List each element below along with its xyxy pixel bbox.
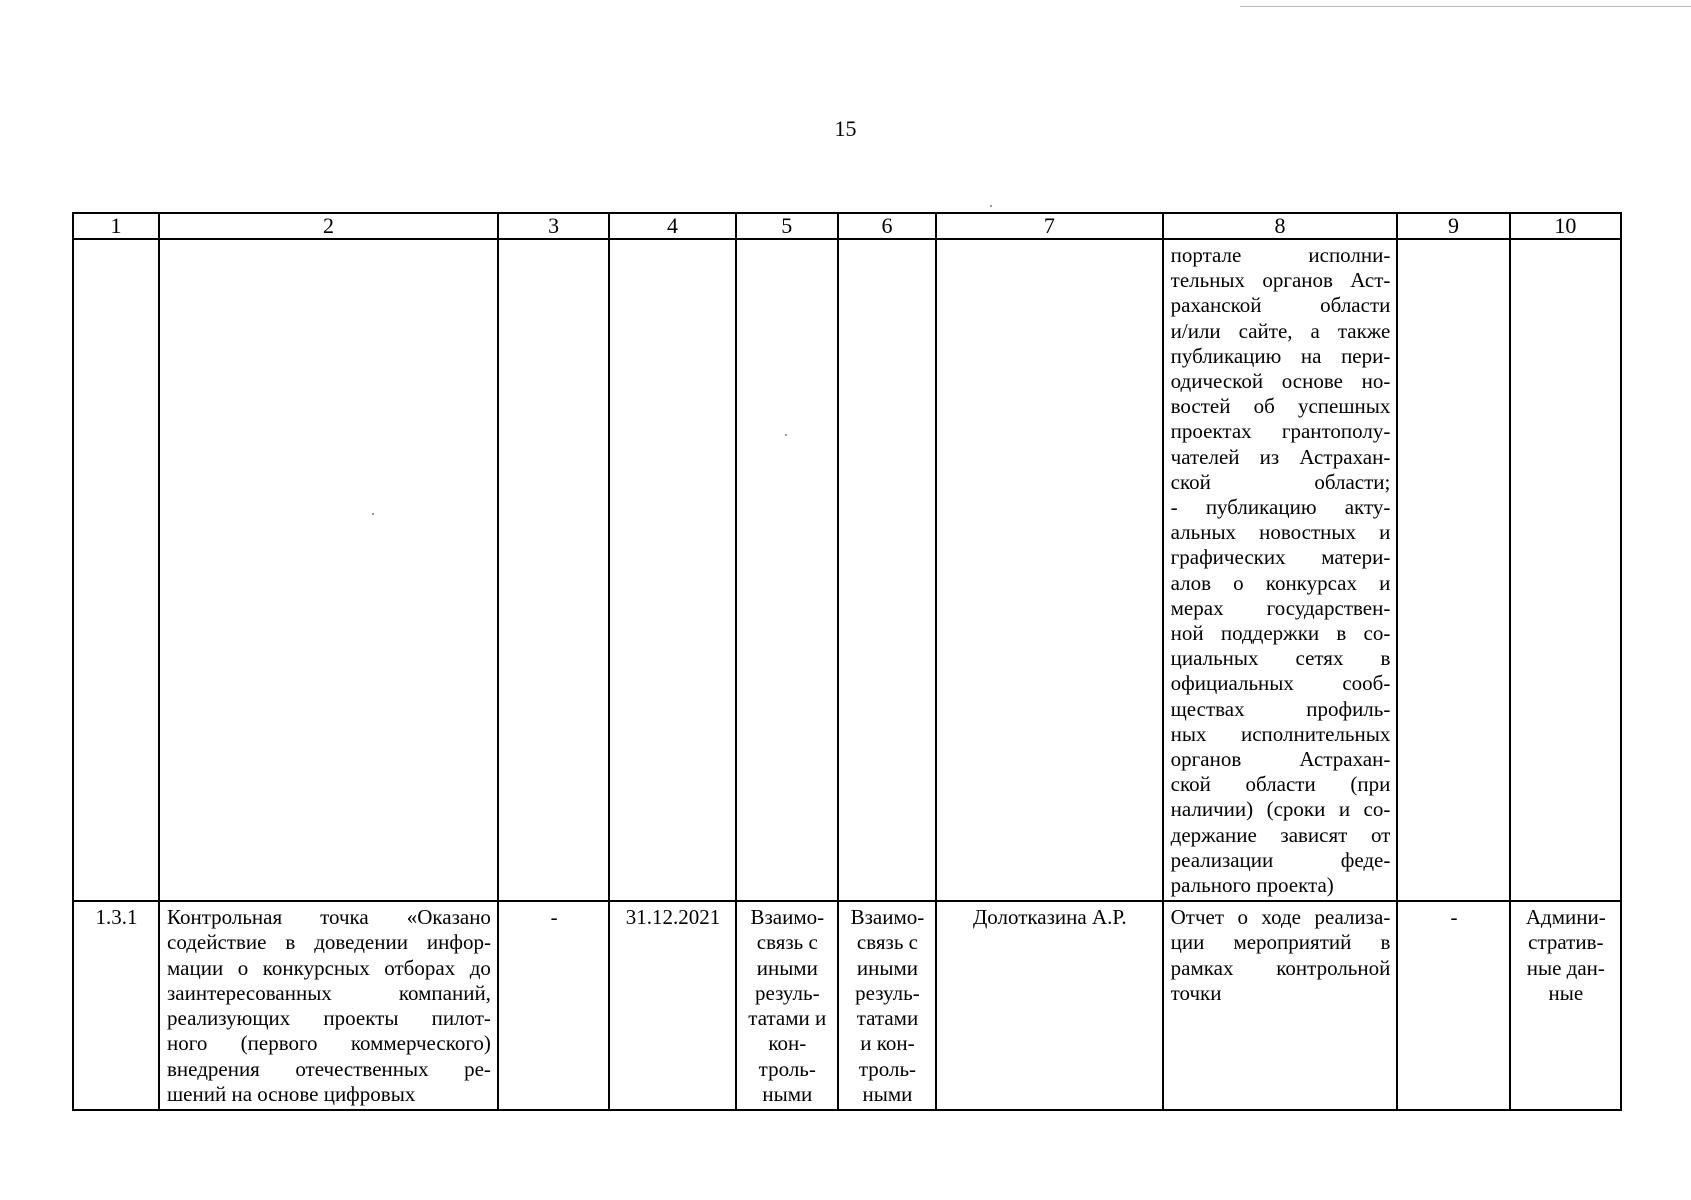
text-line: ными xyxy=(762,1081,813,1106)
table-cell xyxy=(159,239,498,901)
header-row xyxy=(73,213,1621,239)
col9-cell xyxy=(1397,901,1509,1110)
table-row-continuation xyxy=(73,239,1621,901)
scan-artifact-dot xyxy=(990,205,992,207)
text-line: ской области; xyxy=(1170,469,1391,494)
text-line: официальных сооб- xyxy=(1170,671,1391,696)
source-cell xyxy=(1510,901,1621,1110)
text-line: иными xyxy=(856,955,918,980)
col6-cell xyxy=(838,901,936,1110)
text-line: реализации феде- xyxy=(1170,847,1391,872)
table-cell xyxy=(1397,239,1509,901)
text-line: востей об успешных xyxy=(1170,394,1391,419)
text-line: резуль- xyxy=(755,980,820,1005)
text-line: ной поддержки в со- xyxy=(1170,621,1391,646)
text-line: Взаимо- xyxy=(750,905,825,930)
text-line: органов Астрахан- xyxy=(1170,747,1391,772)
table-row-1-3-1 xyxy=(73,901,1621,1110)
text-line: ской области (при xyxy=(1170,772,1391,797)
text-line: чателей из Астрахан- xyxy=(1170,444,1391,469)
table-cell xyxy=(498,239,609,901)
text-line: рамках контрольной xyxy=(1170,955,1391,980)
control-point-description xyxy=(160,902,497,1109)
report-text xyxy=(1164,902,1397,1008)
text-line: кон- xyxy=(768,1031,807,1056)
text-line: - публикацию акту- xyxy=(1170,495,1391,520)
text-line: и/или сайте, а также xyxy=(1170,318,1391,343)
table-cell xyxy=(838,239,936,901)
table-cell xyxy=(1510,239,1621,901)
text-line: татами и xyxy=(748,1006,827,1031)
text-line: Контрольная точка «Оказано xyxy=(167,905,491,930)
description-cell xyxy=(159,901,498,1110)
text-line: реализующих проекты пилот- xyxy=(167,1006,491,1031)
header-cell: 4 xyxy=(609,213,735,239)
date-cell xyxy=(609,901,735,1110)
header-cell: 5 xyxy=(736,213,838,239)
data-source-text xyxy=(1511,902,1620,1008)
col5-cell xyxy=(736,901,838,1110)
text-line: проектах грантополу- xyxy=(1170,419,1391,444)
text-line: ции мероприятий в xyxy=(1170,930,1391,955)
header-cell: 7 xyxy=(936,213,1163,239)
text-line: ного (первого коммерческого) xyxy=(167,1031,491,1056)
header-cell: 6 xyxy=(838,213,936,239)
text-line: и кон- xyxy=(860,1031,915,1056)
text-line: татами xyxy=(856,1006,919,1031)
text-line: мации о конкурсных отборах до xyxy=(167,955,491,980)
table-cell xyxy=(73,239,159,901)
table-cell xyxy=(736,239,838,901)
text-line: троль- xyxy=(858,1056,917,1081)
col6-text xyxy=(839,902,935,1109)
text-line: публикацию на пери- xyxy=(1170,343,1391,368)
text-line: внедрения отечественных ре- xyxy=(167,1056,491,1081)
text-line: портале исполни- xyxy=(1170,243,1391,267)
table-cell xyxy=(609,239,735,901)
text-line: ные xyxy=(1548,980,1584,1005)
table-cell xyxy=(936,239,1163,901)
text-line: алов о конкурсах и xyxy=(1170,570,1391,595)
text-line: заинтересованных компаний, xyxy=(167,980,491,1005)
text-line: иными xyxy=(756,955,818,980)
text-line: Админи- xyxy=(1525,905,1606,930)
col9-value: - xyxy=(1450,905,1458,930)
page-number: 15 xyxy=(834,116,857,141)
text-line: альных новостных и xyxy=(1170,520,1391,545)
text-line: ществах профиль- xyxy=(1170,696,1391,721)
report-cell xyxy=(1163,901,1398,1110)
text-line: тельных органов Аст- xyxy=(1170,268,1391,293)
text-line: наличии) (сроки и со- xyxy=(1170,797,1391,822)
responsible-person: Долотказина А.Р. xyxy=(972,905,1127,930)
col5-text xyxy=(737,902,837,1109)
header-cell: 3 xyxy=(498,213,609,239)
header-cell: 9 xyxy=(1397,213,1509,239)
text-line: рального проекта) xyxy=(1170,873,1334,898)
text-line: содействие в доведении инфор- xyxy=(167,930,491,955)
row-number-cell xyxy=(73,901,159,1110)
table-cell xyxy=(1163,239,1398,901)
col3-value: - xyxy=(550,905,558,930)
deadline-date: 31.12.2021 xyxy=(625,905,721,930)
text-line: ными xyxy=(862,1081,913,1106)
scan-artifact-line xyxy=(1240,6,1691,7)
text-line: стратив- xyxy=(1528,930,1604,955)
text-line: точки xyxy=(1170,980,1222,1005)
text-line: циальных сетях в xyxy=(1170,646,1391,671)
text-line: мерах государствен- xyxy=(1170,595,1391,620)
text-line: Отчет о ходе реализа- xyxy=(1170,905,1391,930)
row-number: 1.3.1 xyxy=(95,905,138,930)
header-cell: 8 xyxy=(1163,213,1398,239)
col3-cell xyxy=(498,901,609,1110)
header-cell: 10 xyxy=(1510,213,1621,239)
text-line: связь с xyxy=(856,930,918,955)
text-line: одической основе но- xyxy=(1170,369,1391,394)
text-line: раханской области xyxy=(1170,293,1391,318)
text-line: ных исполнительных xyxy=(1170,721,1391,746)
header-cell: 2 xyxy=(159,213,498,239)
text-line: ные дан- xyxy=(1526,955,1605,980)
text-line: держание зависят от xyxy=(1170,822,1391,847)
text-line: троль- xyxy=(758,1056,816,1081)
main-table xyxy=(72,212,1622,1111)
text-line: шений на основе цифровых xyxy=(167,1081,416,1106)
text-line: связь с xyxy=(756,930,818,955)
text-line: графических матери- xyxy=(1170,545,1391,570)
text-line: Взаимо- xyxy=(850,905,925,930)
text-line: резуль- xyxy=(855,980,920,1005)
continuation-text xyxy=(1164,240,1397,900)
main-table-container xyxy=(72,212,1622,1111)
header-cell: 1 xyxy=(73,213,159,239)
responsible-cell xyxy=(936,901,1163,1110)
